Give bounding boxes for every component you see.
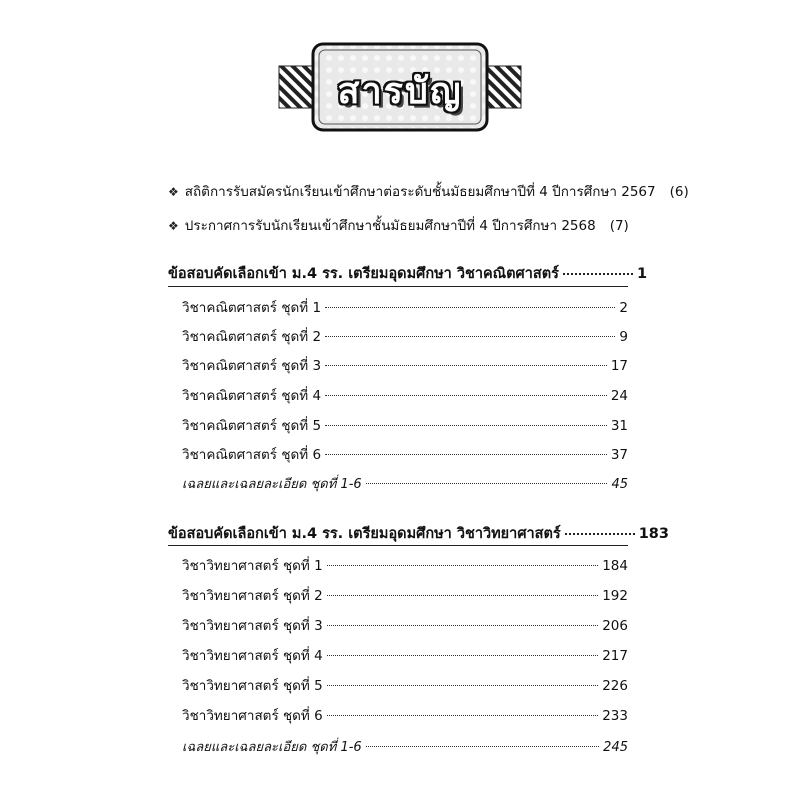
page-number: 184	[602, 558, 628, 574]
page-number: 206	[602, 618, 628, 634]
section-heading-science[interactable]	[168, 522, 669, 545]
section-title: ข้อสอบคัดเลือกเข้า ม.4 รร. เตรียมอุดมศึกษา วิชาคณิตศาสตร์	[168, 266, 559, 282]
toc-item[interactable]	[182, 296, 628, 318]
item-label: วิชาคณิตศาสตร์ ชุดที่ 5	[182, 418, 322, 434]
section-heading-math[interactable]	[168, 262, 648, 285]
section-divider	[168, 286, 628, 287]
leader-dots	[563, 261, 633, 275]
item-label: วิชาคณิตศาสตร์ ชุดที่ 4	[182, 388, 322, 404]
page-number: 226	[602, 678, 628, 694]
leader-dots	[366, 473, 608, 484]
leader-dots	[325, 415, 607, 426]
answer-label: เฉลยและเฉลยละเอียด ชุดที่ 1-6	[182, 740, 362, 755]
answer-label: เฉลยและเฉลยละเอียด ชุดที่ 1-6	[182, 477, 362, 492]
title-banner	[275, 40, 525, 136]
leader-dots	[327, 645, 599, 656]
page-number: 1	[636, 266, 648, 282]
toc-item[interactable]	[182, 704, 628, 726]
page-number: 245	[603, 740, 628, 755]
leader-dots	[327, 615, 599, 626]
item-label: วิชาคณิตศาสตร์ ชุดที่ 1	[182, 300, 322, 316]
item-label: วิชาวิทยาศาสตร์ ชุดที่ 5	[182, 678, 323, 694]
page-number: 183	[638, 526, 669, 542]
page-number: (6)	[669, 184, 689, 200]
item-label: วิชาวิทยาศาสตร์ ชุดที่ 3	[182, 618, 323, 634]
leader-dots	[325, 385, 607, 396]
page-number: 24	[610, 388, 628, 404]
intro-row[interactable]	[168, 180, 689, 202]
toc-item[interactable]	[182, 644, 628, 666]
item-label: วิชาวิทยาศาสตร์ ชุดที่ 2	[182, 588, 323, 604]
item-label: วิชาวิทยาศาสตร์ ชุดที่ 1	[182, 558, 323, 574]
answer-key-item[interactable]	[182, 473, 628, 494]
toc-item[interactable]	[182, 354, 628, 376]
leader-dots	[366, 736, 599, 747]
page-number: 233	[602, 708, 628, 724]
intro-label: สถิติการรับสมัครนักเรียนเข้าศึกษาต่อระดับชั้นมัธยมศึกษาปีที่ 4 ปีการศึกษา 2567	[184, 184, 656, 200]
leader-dots	[327, 555, 599, 566]
page-number: 31	[610, 418, 628, 434]
toc-item[interactable]	[182, 384, 628, 406]
page-number: (7)	[609, 218, 629, 234]
leader-dots	[325, 444, 607, 455]
item-label: วิชาคณิตศาสตร์ ชุดที่ 6	[182, 447, 322, 463]
leader-dots	[325, 326, 615, 337]
page-number: 17	[610, 358, 628, 374]
toc-item[interactable]	[182, 443, 628, 465]
item-label: วิชาวิทยาศาสตร์ ชุดที่ 6	[182, 708, 323, 724]
toc-item[interactable]	[182, 325, 628, 347]
intro-row[interactable]	[168, 214, 628, 236]
item-label: วิชาคณิตศาสตร์ ชุดที่ 3	[182, 358, 322, 374]
section-title: ข้อสอบคัดเลือกเข้า ม.4 รร. เตรียมอุดมศึกษา วิชาวิทยาศาสตร์	[168, 526, 561, 542]
diamond-bullet-icon: ❖	[168, 185, 179, 199]
section-divider	[168, 545, 628, 546]
diamond-bullet-icon: ❖	[168, 219, 179, 233]
toc-item[interactable]	[182, 554, 628, 576]
leader-dots	[565, 521, 635, 535]
toc-item[interactable]	[182, 584, 628, 606]
leader-dots	[327, 705, 599, 716]
intro-label: ประกาศการรับนักเรียนเข้าศึกษาชั้นมัธยมศึกษาปีที่ 4 ปีการศึกษา 2568	[184, 218, 596, 234]
page-number: 37	[610, 447, 628, 463]
leader-dots	[325, 355, 607, 366]
page-number: 2	[619, 300, 628, 316]
leader-dots	[327, 675, 599, 686]
item-label: วิชาคณิตศาสตร์ ชุดที่ 2	[182, 329, 322, 345]
leader-dots	[325, 297, 615, 308]
page-number: 9	[619, 329, 628, 345]
toc-item[interactable]	[182, 674, 628, 696]
answer-key-item[interactable]	[182, 736, 628, 757]
toc-item[interactable]	[182, 614, 628, 636]
page-number: 192	[602, 588, 628, 604]
page-number: 45	[611, 477, 628, 492]
toc-item[interactable]	[182, 414, 628, 436]
leader-dots	[327, 585, 599, 596]
page-title: สารบัญ	[337, 71, 463, 112]
page-number: 217	[602, 648, 628, 664]
item-label: วิชาวิทยาศาสตร์ ชุดที่ 4	[182, 648, 323, 664]
